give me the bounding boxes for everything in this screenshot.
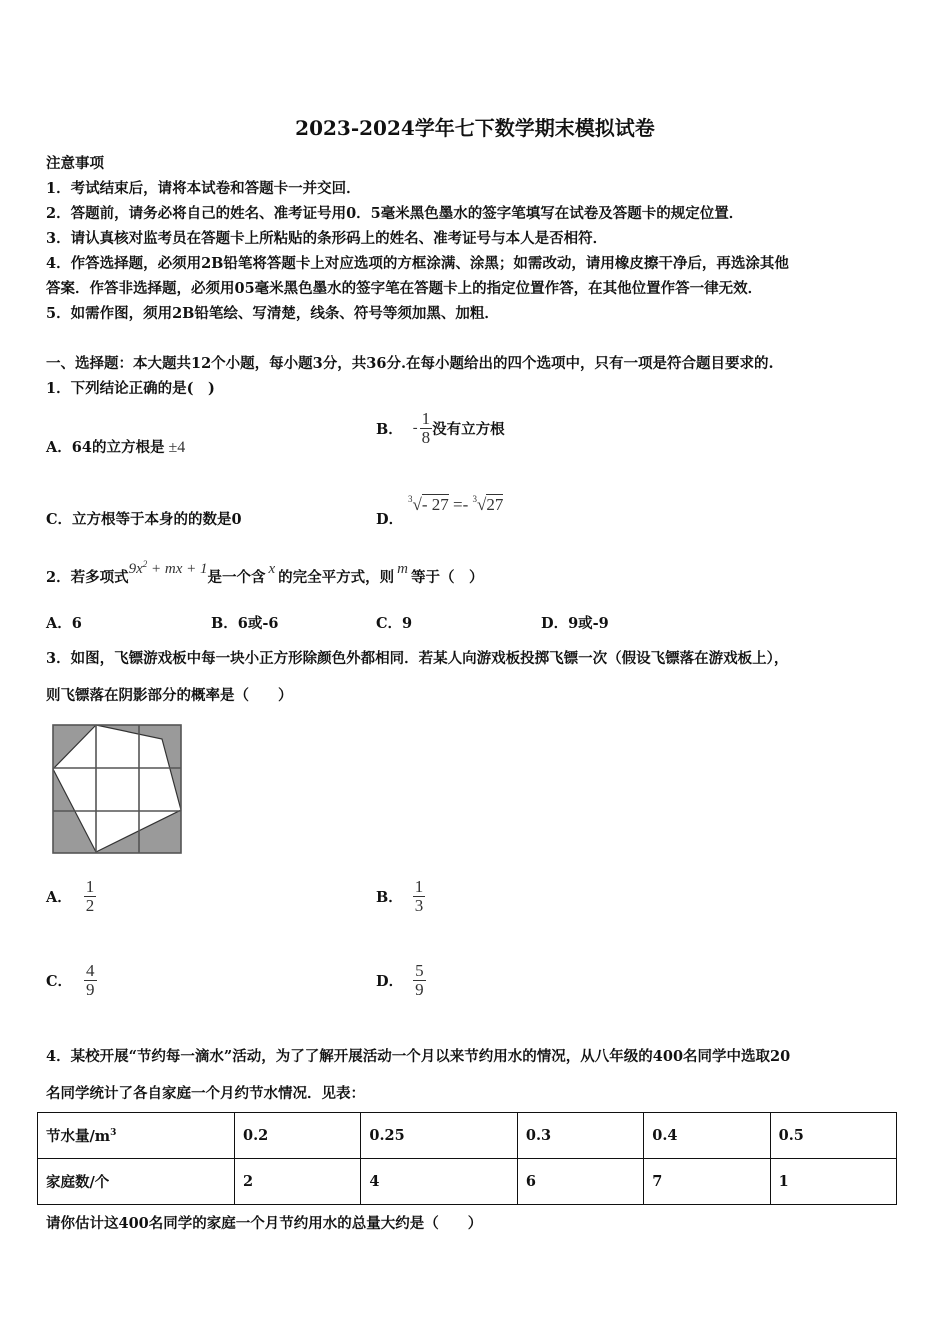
denominator: 3 xyxy=(414,895,424,915)
table-cell: 0.2 xyxy=(235,1113,361,1159)
section-heading: 一、选择题：本大题共12个小题，每小题3分，共36分.在每小题给出的四个选项中，只有一项是符合题目要求的. xyxy=(46,355,774,372)
option-math: ±4 xyxy=(168,439,186,456)
option-text: 立方根等于本身的的数是0 xyxy=(72,511,242,528)
notice-item: 答案．作答非选择题，必须用05毫米黑色墨水的签字笔在答题卡上的指定位置作答，在其他位置作答一律无效． xyxy=(46,280,763,297)
q1-option-c xyxy=(46,508,242,529)
q2-stem-prefix: 2．若多项式 xyxy=(46,569,129,586)
q4-stem-cont: 名同学统计了各自家庭一个月约节水情况．见表： xyxy=(46,1085,365,1102)
q2-stem-mid2: 的完全平方式，则 xyxy=(278,569,395,586)
notice-item: 3．请认真核对监考员在答题卡上所粘贴的条形码上的姓名、准考证号与本人是否相符． xyxy=(46,230,608,247)
table-cell: 4 xyxy=(361,1159,518,1205)
table-cell: 0.5 xyxy=(770,1113,896,1159)
q4-question: 请你估计这400名同学的家庭一个月节约用水的总量大约是（ ） xyxy=(46,1215,483,1232)
table-row xyxy=(38,1113,897,1159)
table-cell: 1 xyxy=(770,1159,896,1205)
option-text: 64的立方根是 xyxy=(71,439,165,456)
table-cell: 0.3 xyxy=(517,1113,643,1159)
fraction xyxy=(420,410,433,447)
table-cell: 6 xyxy=(517,1159,643,1205)
denominator: 9 xyxy=(86,979,95,999)
fraction xyxy=(413,878,426,915)
option-label: C． xyxy=(46,511,73,528)
table-cell: 7 xyxy=(644,1159,770,1205)
numerator: 5 xyxy=(415,961,424,980)
denominator: 2 xyxy=(85,895,95,915)
page-title: 2023-2024学年七下数学期末模拟试卷 xyxy=(295,116,655,140)
q3-option-c xyxy=(46,962,97,999)
q2-option-b: B．6或-6 xyxy=(211,615,279,632)
table-cell: 0.4 xyxy=(644,1113,770,1159)
notice-item: 5．如需作图，须用2B铅笔绘、写清楚，线条、符号等须加黑、加粗． xyxy=(46,305,499,322)
table-header-cell: 家庭数/个 xyxy=(38,1159,235,1205)
q2-expr xyxy=(129,561,208,577)
table-header-cell xyxy=(38,1113,235,1159)
radicand: - 27 xyxy=(421,495,449,514)
fraction xyxy=(413,962,426,999)
q1-option-b xyxy=(376,410,505,447)
q3-stem-cont: 则飞镖落在阴影部分的概率是（ ） xyxy=(46,687,293,704)
equals-minus: =- xyxy=(448,495,473,514)
fraction xyxy=(84,962,97,999)
notice-item: 2．答题前，请务必将自己的姓名、准考证号用0．5毫米黑色墨水的签字笔填写在试卷及答题卡的规定位置． xyxy=(46,205,744,222)
numerator: 1 xyxy=(414,877,424,896)
root-index: 3 xyxy=(408,494,413,504)
denominator: 9 xyxy=(415,979,424,999)
option-label: A． xyxy=(46,439,72,456)
option-label: B． xyxy=(376,888,403,906)
radical-sign: √ xyxy=(412,495,422,514)
option-label: C． xyxy=(46,972,73,990)
q2-stem-mid: 是一个含 xyxy=(207,569,266,586)
table-row xyxy=(38,1159,897,1205)
q3-option-d xyxy=(376,962,426,999)
numerator: 1 xyxy=(421,409,431,428)
minus-sign: - xyxy=(412,419,418,436)
q4-stem: 4．某校开展“节约每一滴水”活动，为了了解开展活动一个月以来节约用水的情况，从八年级的400名同学中选取20 xyxy=(46,1048,791,1065)
numerator: 1 xyxy=(85,877,95,896)
q2-option-d: D．9或-9 xyxy=(541,615,609,632)
notice-heading: 注意事项 xyxy=(46,155,104,172)
q3-option-b xyxy=(376,878,425,915)
root-index: 3 xyxy=(472,494,478,504)
dartboard-figure xyxy=(52,724,183,855)
expr-part: + mx + 1 xyxy=(147,561,208,577)
radical-sign: √ xyxy=(477,495,487,514)
notice-item: 4．作答选择题，必须用2B铅笔将答题卡上对应选项的方框涂满、涂黑；如需改动，请用橡皮擦干净后，再选涂其他 xyxy=(46,255,789,272)
option-label: A． xyxy=(46,888,72,906)
header-text: 节水量/m xyxy=(46,1128,111,1145)
q2-option-a: A．6 xyxy=(46,615,82,632)
q2-stem-end: 等于（ ） xyxy=(411,569,484,586)
table-cell: 2 xyxy=(235,1159,361,1205)
q1-option-d-label: D． xyxy=(376,511,404,528)
header-sup: 3 xyxy=(110,1128,117,1139)
q1-option-d-math xyxy=(408,494,503,515)
q1-option-a xyxy=(46,436,185,457)
option-text: 没有立方根 xyxy=(432,420,505,438)
q2-stem xyxy=(46,559,484,587)
option-label: D． xyxy=(376,972,404,990)
radicand: 27 xyxy=(486,495,504,514)
option-label: B． xyxy=(376,420,403,438)
var-x: x xyxy=(268,561,276,577)
notice-item: 1．考试结束后，请将本试卷和答题卡一并交回． xyxy=(46,180,361,197)
expr-part: 9x xyxy=(128,561,143,577)
var-m: m xyxy=(397,561,409,577)
q2-option-c: C．9 xyxy=(376,615,413,632)
q3-stem: 3．如图，飞镖游戏板中每一块小正方形除颜色外都相同．若某人向游戏板投掷飞镖一次（假设飞镖落在游戏板上）， xyxy=(46,650,789,667)
expr-exponent: 2 xyxy=(142,559,148,569)
q1-stem: 1．下列结论正确的是( ) xyxy=(46,380,215,397)
water-saving-table xyxy=(37,1112,897,1205)
table-cell: 0.25 xyxy=(361,1113,518,1159)
numerator: 4 xyxy=(86,961,95,980)
fraction xyxy=(84,878,97,915)
q3-option-a xyxy=(46,878,96,915)
denominator: 8 xyxy=(421,427,431,447)
